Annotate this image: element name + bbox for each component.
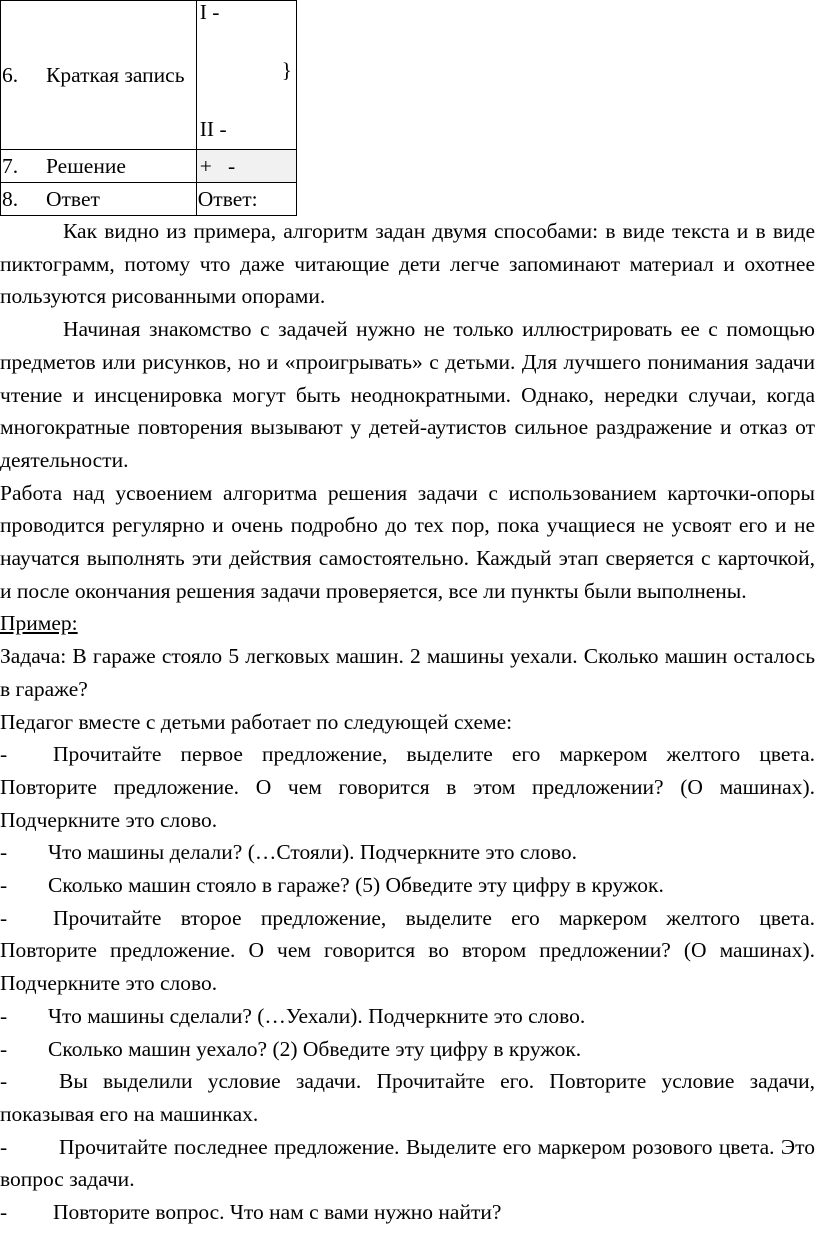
paragraph: Работа над усвоением алгоритма решения задачи с использованием карточки-опоры проводится регулярно и очень подробно до тех пор, пока учащиеся не усвоят его и не научатся выполнять эти действия самостоятельно. Каждый этап сверяется с карточкой, и после окончания решения задачи проверяется, все ли пункты были выполнены. [0, 480, 815, 603]
dash-marker: - [0, 840, 8, 865]
algorithm-table [0, 0, 297, 216]
row-label: Решение [46, 154, 126, 178]
dash-marker: - [0, 1069, 8, 1094]
list-item-text: Сколько машин уехало? (2) Обведите эту цифру в кружок. [48, 1036, 582, 1061]
table-row [1, 150, 297, 183]
paragraph: Как видно из примера, алгоритм задан двумя способами: в виде текста и в виде пиктограмм, потому что даже читающие дети легче запоминают материал и охотнее пользуются рисованными опорами. [0, 219, 815, 309]
curly-brace: } [281, 58, 292, 82]
row-number: 8. [2, 187, 19, 211]
list-item-text: Повторите вопрос. Что нам с вами нужно найти? [53, 1200, 502, 1225]
list-item [0, 1131, 815, 1196]
table-cell-value [196, 183, 296, 216]
table-row [1, 183, 297, 216]
list-item [0, 1033, 815, 1066]
paragraph: Начиная знакомство с задачей нужно не только иллюстрировать ее с помощью предметов или рисунков, но и «проигрывать» с детьми. Для лучшего понимания задачи чтение и инсценировка могут быть неоднократными. Однако, нередки случаи, когда многократные повторения вызывают у детей-аутистов сильное раздражение и отказ от деятельности. [0, 317, 815, 472]
list-item [0, 836, 815, 869]
table-cell-label [1, 150, 197, 183]
list-item [0, 1196, 815, 1229]
row-number: 6. [2, 63, 19, 87]
example-heading: Пример: [0, 611, 78, 636]
table-cell-value [196, 150, 296, 183]
list-item [0, 869, 815, 902]
dash-marker: - [0, 1134, 8, 1159]
dash-marker: - [0, 742, 8, 767]
answer-label: Ответ: [197, 187, 258, 211]
dash-marker: - [0, 1003, 8, 1028]
list-item-text: Что машины делали? (…Стояли). Подчеркните это слово. [48, 840, 577, 865]
row-number: 7. [2, 154, 19, 178]
solution-signs: + - [199, 154, 236, 178]
list-item-text: Вы выделили условие задачи. Прочитайте его. Повторите условие задачи, показывая его на машинках. [0, 1069, 815, 1126]
task-text: Задача: В гараже стояло 5 легковых машин. 2 машины уехали. Сколько машин осталось в гараже? [0, 644, 815, 701]
short-record-line-2: II - [199, 117, 227, 141]
list-item-text: Прочитайте последнее предложение. Выделите его маркером розового цвета. Это вопрос задачи. [0, 1134, 815, 1192]
short-record-line-1: I - [199, 0, 220, 24]
list-item-text: Прочитайте первое предложение, выделите его маркером желтого цвета. Повторите предложение. О чем говорится в этом предложении? (О машинах). Подчеркните это слово. [0, 742, 815, 832]
table-cell-label [1, 1, 197, 150]
list-item [0, 1065, 815, 1130]
table-cell-value [196, 1, 296, 150]
list-item [0, 1000, 815, 1033]
list-item-text: Что машины сделали? (…Уехали). Подчеркните это слово. [48, 1003, 586, 1028]
row-label: Ответ [46, 187, 100, 211]
row-label: Краткая запись [46, 63, 185, 87]
table-row [1, 1, 297, 150]
table-cell-label [1, 183, 197, 216]
list-item-text: Прочитайте второе предложение, выделите его маркером желтого цвета. Повторите предложение. О чем говорится во втором предложении? (О машинах). Подчеркните это слово. [0, 905, 815, 996]
dash-marker: - [0, 905, 8, 930]
dash-marker: - [0, 1036, 8, 1061]
list-item-text: Сколько машин стояло в гараже? (5) Обведите эту цифру в кружок. [48, 873, 664, 898]
dash-marker: - [0, 1200, 8, 1225]
scheme-intro: Педагог вместе с детьми работает по следующей схеме: [0, 709, 513, 734]
list-item [0, 902, 815, 1000]
document-body [0, 215, 815, 1229]
list-item [0, 738, 815, 836]
dash-marker: - [0, 873, 8, 898]
